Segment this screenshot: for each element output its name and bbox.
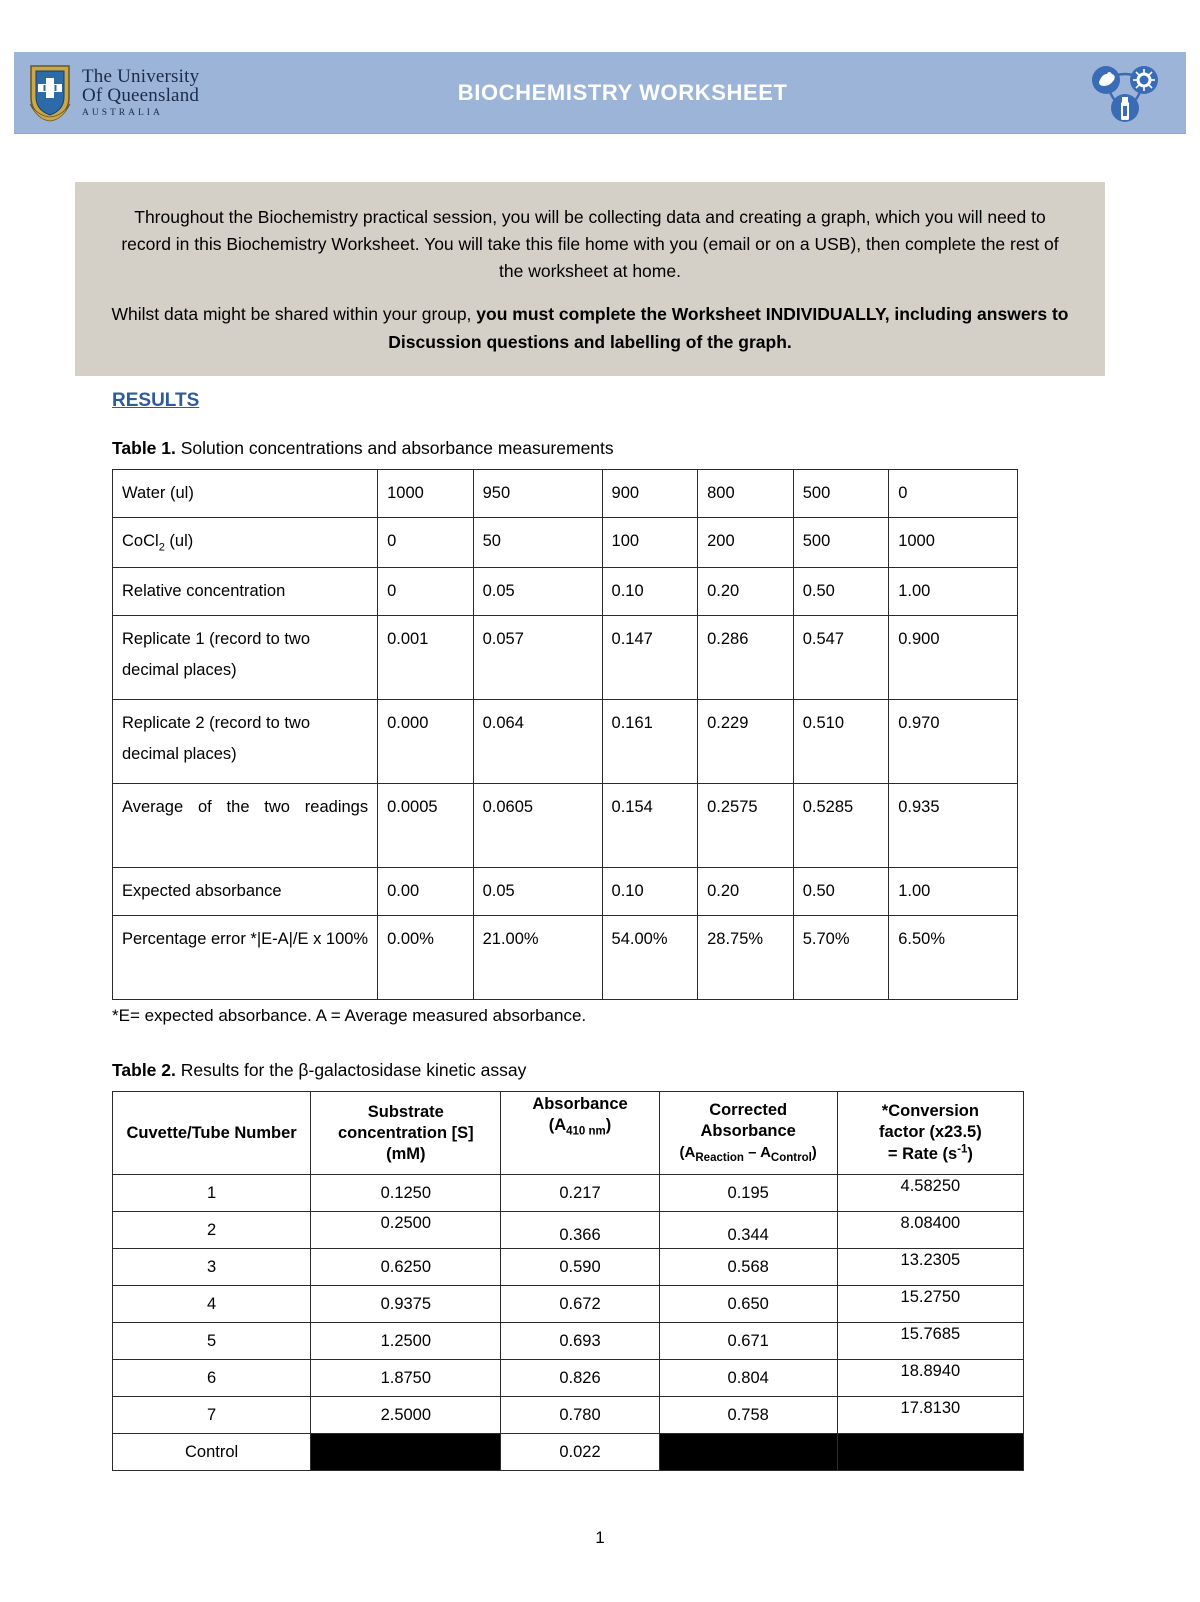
table1-caption-text: Solution concentrations and absorbance measurements [175, 438, 614, 458]
table1-row-label: Percentage error *|E-A|/E x 100% [113, 916, 378, 1000]
conversion-line1: *Conversion [881, 1101, 979, 1120]
uq-name-line1: The University [82, 65, 200, 87]
table1-cell: 0.2575 [698, 783, 794, 867]
table2-cell-corrected: 0.758 [659, 1397, 837, 1434]
table2-cell-corrected: 0.804 [659, 1360, 837, 1397]
absorbance-wavelength [548, 1116, 612, 1138]
intro-instructions-box [75, 182, 1105, 376]
corrected-mid: – A [743, 1144, 771, 1162]
table2-header-corrected [659, 1092, 837, 1175]
table2-cell-substrate: 0.9375 [311, 1286, 501, 1323]
table-row [113, 567, 1018, 615]
table2-cell-absorbance: 0.672 [501, 1286, 659, 1323]
table2-cell-substrate: 1.2500 [311, 1323, 501, 1360]
table1-cell: 0.05 [473, 867, 602, 915]
table-row [113, 1360, 1024, 1397]
table2-cell-absorbance: 0.217 [501, 1175, 659, 1212]
table-row [113, 867, 1018, 915]
table1-cell: 500 [793, 470, 888, 518]
table1-cell: 0 [378, 518, 473, 567]
table-row [113, 699, 1018, 783]
table1-cell: 0.50 [793, 567, 888, 615]
table1-cell: 1.00 [889, 567, 1018, 615]
table2-cell-absorbance: 0.022 [501, 1434, 659, 1471]
table2-caption-label: Table 2. [112, 1060, 176, 1081]
substrate-line2: concentration [S] [337, 1123, 474, 1142]
table1-cell: 50 [473, 518, 602, 567]
table2-section [112, 1060, 1092, 1471]
table2-header-tube: Cuvette/Tube Number [113, 1092, 311, 1175]
table2-cell-tube: 3 [113, 1249, 311, 1286]
table1-row-label: Replicate 1 (record to two decimal places) [113, 615, 378, 699]
table1-row-label: Water (ul) [113, 470, 378, 518]
table2-cell-tube: 2 [113, 1212, 311, 1249]
substrate-line1: Substrate [367, 1102, 444, 1121]
table1-row-label: Expected absorbance [113, 867, 378, 915]
page-title: BIOCHEMISTRY WORKSHEET [457, 79, 788, 105]
rate-suffix: ) [967, 1145, 973, 1164]
corrected-sub-reaction: Reaction [695, 1152, 744, 1165]
table2-kinetic-assay [112, 1091, 1024, 1471]
table2-cell-rate: 4.58250 [837, 1175, 1023, 1212]
results-section-heading: RESULTS [112, 390, 200, 411]
corrected-formula [679, 1144, 817, 1165]
table1-cell: 0.229 [698, 699, 794, 783]
table2-cell-tube: 4 [113, 1286, 311, 1323]
table2-cell-rate: 8.08400 [837, 1212, 1023, 1249]
table2-control-row [113, 1434, 1024, 1471]
table1-cell: 0 [889, 470, 1018, 518]
absorbance-subscript: 410 nm [566, 1125, 606, 1138]
table-row [113, 1286, 1024, 1323]
intro-paragraph-2-bold: you must complete the Worksheet INDIVIDUALLY, including answers to Discussion questions and labelling of the graph. [388, 304, 1069, 352]
absorbance-prefix: (A [548, 1116, 567, 1135]
rate-prefix: = Rate (s [887, 1145, 958, 1164]
table1-cell: 900 [602, 470, 698, 518]
table2-cell-corrected: 0.671 [659, 1323, 837, 1360]
table1-cell: 5.70% [793, 916, 888, 1000]
corrected-suffix: ) [811, 1144, 817, 1162]
table1-row-label: Replicate 2 (record to two decimal places) [113, 699, 378, 783]
cocl2-base: CoCl [122, 532, 159, 551]
table1-cell: 0.970 [889, 699, 1018, 783]
table2-cell-absorbance: 0.826 [501, 1360, 659, 1397]
table2-caption [112, 1060, 1092, 1081]
table1-cell: 0.154 [602, 783, 698, 867]
uq-name-line2: Of Queensland [82, 85, 200, 107]
table2-cell-absorbance: 0.780 [501, 1397, 659, 1434]
table1-cell: 500 [793, 518, 888, 567]
table-row [113, 1323, 1024, 1360]
substrate-line3: (mM) [386, 1144, 426, 1163]
table2-cell-tube: 7 [113, 1397, 311, 1434]
table-row [113, 783, 1018, 867]
table1-cell: 950 [473, 470, 602, 518]
table2-cell-rate: 13.2305 [837, 1249, 1023, 1286]
table-row [113, 1175, 1024, 1212]
table1-cell: 0.001 [378, 615, 473, 699]
table2-cell-substrate: 0.1250 [311, 1175, 501, 1212]
table1-caption [112, 438, 1092, 459]
table1-cell: 0.935 [889, 783, 1018, 867]
table2-cell-blackout [837, 1434, 1023, 1471]
table1-cell: 0.161 [602, 699, 698, 783]
table2-cell-tube: 1 [113, 1175, 311, 1212]
intro-paragraph-2-normal: Whilst data might be shared within your group, [111, 304, 477, 325]
table-row [113, 1212, 1024, 1249]
corrected-sub-control: Control [770, 1152, 812, 1165]
absorbance-suffix: ) [605, 1116, 612, 1135]
table1-cell: 100 [602, 518, 698, 567]
table1-cell: 28.75% [698, 916, 794, 1000]
table1-cell: 0.5285 [793, 783, 888, 867]
table2-header-absorbance [501, 1092, 659, 1175]
table1-cell: 0.900 [889, 615, 1018, 699]
table2-cell-absorbance: 0.366 [501, 1212, 659, 1249]
table2-cell-corrected: 0.650 [659, 1286, 837, 1323]
intro-paragraph-1: Throughout the Biochemistry practical session, you will be collecting data and creating a graph, which you will need to record in this Biochemistry Worksheet. You will take this file home with you (email or on a USB), then complete the rest of the worksheet at home. [121, 207, 1059, 282]
table2-header-substrate [311, 1092, 501, 1175]
table2-cell-absorbance: 0.693 [501, 1323, 659, 1360]
page-number: 1 [595, 1528, 605, 1547]
table1-cell: 1000 [889, 518, 1018, 567]
table2-cell-blackout [311, 1434, 501, 1471]
table2-cell-tube: Control [113, 1434, 311, 1471]
table1-row-label: Relative concentration [113, 567, 378, 615]
table-row [113, 1397, 1024, 1434]
table1-caption-label: Table 1. [112, 438, 176, 458]
table1-cell: 0 [378, 567, 473, 615]
table1-cell: 21.00% [473, 916, 602, 1000]
table1-cell: 0.00 [378, 867, 473, 915]
table2-cell-rate: 18.8940 [837, 1360, 1023, 1397]
table1-cell: 1000 [378, 470, 473, 518]
absorbance-line1: Absorbance [532, 1095, 628, 1114]
table2-cell-rate: 17.8130 [837, 1397, 1023, 1434]
table1-cell: 0.147 [602, 615, 698, 699]
table2-cell-rate: 15.2750 [837, 1286, 1023, 1323]
main-content [112, 390, 1092, 1471]
cocl2-subscript: 2 [158, 541, 165, 554]
table1-cell: 0.0605 [473, 783, 602, 867]
table1-cell: 0.064 [473, 699, 602, 783]
table1-cell: 0.547 [793, 615, 888, 699]
table2-cell-tube: 6 [113, 1360, 311, 1397]
table1-cell: 54.00% [602, 916, 698, 1000]
table-row [113, 1249, 1024, 1286]
table-row [113, 916, 1018, 1000]
table2-cell-tube: 5 [113, 1323, 311, 1360]
intro-paragraph-2 [109, 301, 1071, 355]
table2-cell-substrate: 0.2500 [311, 1212, 501, 1249]
table1-solution-concentrations [112, 469, 1018, 1000]
table-row [113, 470, 1018, 518]
table2-header-conversion [837, 1092, 1023, 1175]
table-row [113, 615, 1018, 699]
table1-row-label: Average of the two readings [113, 783, 378, 867]
cocl2-tail: (ul) [164, 532, 194, 551]
table1-cell: 0.50 [793, 867, 888, 915]
table1-cell: 0.0005 [378, 783, 473, 867]
table1-cell: 0.510 [793, 699, 888, 783]
page-header-banner [14, 52, 1186, 134]
table1-cell: 1.00 [889, 867, 1018, 915]
table2-cell-absorbance: 0.590 [501, 1249, 659, 1286]
table1-cell: 0.10 [602, 867, 698, 915]
table1-cell: 0.20 [698, 567, 794, 615]
table1-cell: 200 [698, 518, 794, 567]
table1-cell: 0.20 [698, 867, 794, 915]
table2-cell-blackout [659, 1434, 837, 1471]
table2-header-row [113, 1092, 1024, 1175]
conversion-line2: factor (x23.5) [879, 1122, 982, 1141]
table2-cell-corrected: 0.195 [659, 1175, 837, 1212]
uq-crest-icon [28, 64, 72, 122]
rate-superscript: -1 [957, 1143, 968, 1156]
table1-cell: 0.10 [602, 567, 698, 615]
table2-cell-corrected: 0.344 [659, 1212, 837, 1249]
table2-cell-substrate: 2.5000 [311, 1397, 501, 1434]
table2-cell-substrate: 1.8750 [311, 1360, 501, 1397]
table2-cell-rate: 15.7685 [837, 1323, 1023, 1360]
table1-cell: 0.286 [698, 615, 794, 699]
uq-name-line3: AUSTRALIA [82, 107, 163, 118]
table1-cell: 6.50% [889, 916, 1018, 1000]
corrected-line2: Absorbance [700, 1122, 796, 1141]
table1-cell: 0.05 [473, 567, 602, 615]
table2-cell-corrected: 0.568 [659, 1249, 837, 1286]
table2-cell-substrate: 0.6250 [311, 1249, 501, 1286]
table1-row-label [113, 518, 378, 567]
table1-footnote: *E= expected absorbance. A = Average measured absorbance. [112, 1006, 587, 1026]
table2-caption-text: Results for the β-galactosidase kinetic assay [175, 1060, 527, 1081]
conversion-line3 [888, 1145, 973, 1163]
table1-cell: 0.057 [473, 615, 602, 699]
corrected-prefix: (A [679, 1144, 696, 1162]
table1-cell: 0.000 [378, 699, 473, 783]
table1-cell: 0.00% [378, 916, 473, 1000]
table-row [113, 518, 1018, 567]
table1-cell: 800 [698, 470, 794, 518]
science-faculty-icon [1086, 60, 1164, 126]
corrected-line1: Corrected [709, 1101, 788, 1120]
